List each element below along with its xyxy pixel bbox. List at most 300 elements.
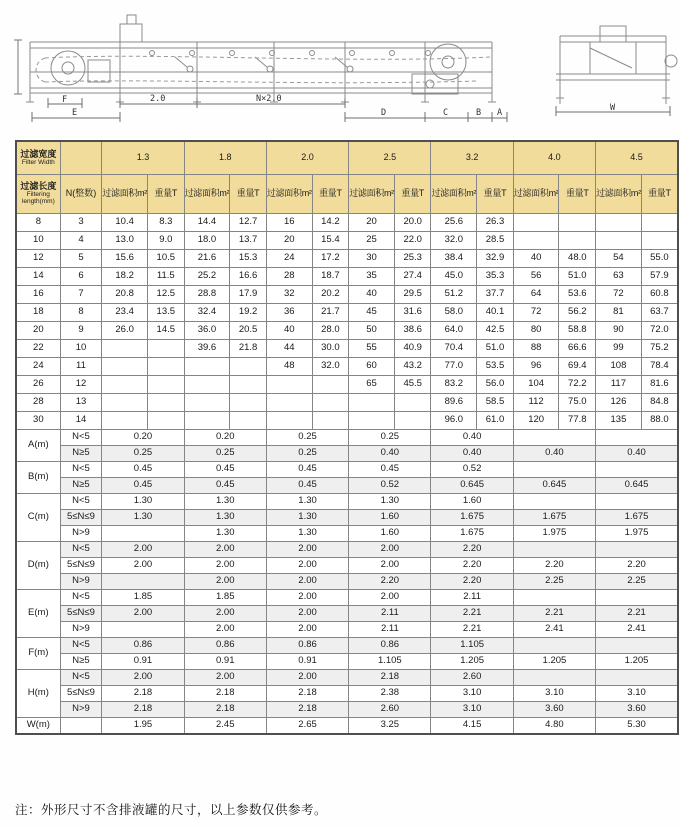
footnote: 注：外形尺寸不含排液罐的尺寸，以上参数仅供参考。 xyxy=(15,803,328,817)
dim-value: 1.975 xyxy=(513,526,595,542)
dim-value xyxy=(596,638,678,654)
weight-cell: 58.8 xyxy=(559,322,596,340)
area-cell: 25.6 xyxy=(431,214,477,232)
area-cell: 15.6 xyxy=(102,250,148,268)
area-cell: 99 xyxy=(596,340,642,358)
dim-value: 1.85 xyxy=(102,590,184,606)
dim-value: 2.00 xyxy=(266,558,348,574)
dim-label-a: A xyxy=(497,108,503,118)
weight-cell: 72.0 xyxy=(641,322,678,340)
area-cell xyxy=(102,376,148,394)
dim-value: 2.18 xyxy=(102,702,184,718)
area-cell: 55 xyxy=(349,340,395,358)
area-cell xyxy=(349,412,395,430)
weight-cell xyxy=(394,394,431,412)
dim-value: 2.00 xyxy=(266,542,348,558)
length-cell: 18 xyxy=(16,304,60,322)
weight-cell: 51.0 xyxy=(477,340,514,358)
weight-cell: 12.5 xyxy=(148,286,185,304)
dim-value: 2.00 xyxy=(184,574,266,590)
dim-value: 1.205 xyxy=(431,654,513,670)
dim-value: 1.30 xyxy=(184,526,266,542)
area-cell: 36 xyxy=(266,304,312,322)
dim-value: 2.00 xyxy=(102,558,184,574)
dim-value: 3.60 xyxy=(596,702,678,718)
n-cell: 7 xyxy=(60,286,102,304)
dim-value: 1.30 xyxy=(184,510,266,526)
length-cell: 16 xyxy=(16,286,60,304)
area-cell: 10.4 xyxy=(102,214,148,232)
dim-value: 2.00 xyxy=(184,606,266,622)
area-cell: 126 xyxy=(596,394,642,412)
dim-label: A(m) xyxy=(16,430,60,462)
weight-cell: 40.1 xyxy=(477,304,514,322)
length-cell: 26 xyxy=(16,376,60,394)
area-cell: 108 xyxy=(596,358,642,376)
dim-value: 2.00 xyxy=(266,606,348,622)
n-cell: 5 xyxy=(60,250,102,268)
dim-value: 2.11 xyxy=(431,590,513,606)
dim-value: 2.11 xyxy=(349,606,431,622)
dim-value: 0.20 xyxy=(102,430,184,446)
area-cell: 89.6 xyxy=(431,394,477,412)
area-cell: 80 xyxy=(513,322,559,340)
weight-cell: 32.0 xyxy=(312,358,349,376)
dim-value: 2.00 xyxy=(266,574,348,590)
weight-cell: 66.6 xyxy=(559,340,596,358)
weight-cell: 53.5 xyxy=(477,358,514,376)
area-cell xyxy=(102,412,148,430)
weight-cell: 25.3 xyxy=(394,250,431,268)
dim-value: 0.25 xyxy=(184,446,266,462)
dim-value xyxy=(513,462,595,478)
area-cell: 117 xyxy=(596,376,642,394)
filter-width-label: 过滤宽度 xyxy=(20,148,57,159)
dim-value xyxy=(513,590,595,606)
weight-cell: 18.7 xyxy=(312,268,349,286)
dim-label: B(m) xyxy=(16,462,60,494)
length-cell: 8 xyxy=(16,214,60,232)
dim-value: 2.20 xyxy=(431,574,513,590)
weight-cell: 58.5 xyxy=(477,394,514,412)
spec-table xyxy=(15,140,679,735)
dim-value: 2.21 xyxy=(431,606,513,622)
weight-cell: 57.9 xyxy=(641,268,678,286)
area-header: 过滤面积m² xyxy=(431,175,477,214)
area-cell: 20.8 xyxy=(102,286,148,304)
area-cell xyxy=(184,358,230,376)
weight-cell: 20.2 xyxy=(312,286,349,304)
dim-value: 2.11 xyxy=(349,622,431,638)
dim-value: 2.20 xyxy=(349,574,431,590)
weight-cell: 43.2 xyxy=(394,358,431,376)
weight-cell: 42.5 xyxy=(477,322,514,340)
weight-cell: 21.8 xyxy=(230,340,267,358)
dim-value xyxy=(596,462,678,478)
area-cell: 16 xyxy=(266,214,312,232)
condition-cell: 5≤N≤9 xyxy=(60,510,102,526)
weight-cell: 15.4 xyxy=(312,232,349,250)
dim-value: 2.25 xyxy=(513,574,595,590)
weight-cell xyxy=(641,232,678,250)
area-cell: 60 xyxy=(349,358,395,376)
condition-cell xyxy=(60,718,102,735)
dim-value: 2.18 xyxy=(184,702,266,718)
dim-label-f: F xyxy=(62,95,68,105)
length-label: 过滤长度 xyxy=(20,181,57,192)
weight-cell: 9.0 xyxy=(148,232,185,250)
area-cell: 28 xyxy=(266,268,312,286)
dim-value: 0.40 xyxy=(596,446,678,462)
dim-value: 0.40 xyxy=(431,430,513,446)
area-cell xyxy=(102,394,148,412)
length-cell: 28 xyxy=(16,394,60,412)
condition-cell: N<5 xyxy=(60,670,102,686)
dim-label: F(m) xyxy=(16,638,60,670)
area-header: 过滤面积m² xyxy=(266,175,312,214)
dim-value: 2.00 xyxy=(184,670,266,686)
dim-value: 1.105 xyxy=(349,654,431,670)
area-cell: 32 xyxy=(266,286,312,304)
weight-cell xyxy=(230,376,267,394)
area-cell: 25 xyxy=(349,232,395,250)
weight-cell: 31.6 xyxy=(394,304,431,322)
n-cell: 4 xyxy=(60,232,102,250)
weight-cell: 22.0 xyxy=(394,232,431,250)
area-cell: 20 xyxy=(266,232,312,250)
dim-value xyxy=(596,670,678,686)
weight-cell: 13.5 xyxy=(148,304,185,322)
weight-cell: 16.6 xyxy=(230,268,267,286)
dim-value xyxy=(513,670,595,686)
dim-value: 2.60 xyxy=(431,670,513,686)
area-cell: 63 xyxy=(596,268,642,286)
condition-cell: N<5 xyxy=(60,638,102,654)
dim-value: 0.86 xyxy=(184,638,266,654)
dim-value: 4.15 xyxy=(431,718,513,735)
dim-value: 2.00 xyxy=(266,590,348,606)
area-cell: 40 xyxy=(266,322,312,340)
dim-value: 0.52 xyxy=(431,462,513,478)
weight-cell xyxy=(641,214,678,232)
dim-value: 1.205 xyxy=(596,654,678,670)
dim-value: 1.105 xyxy=(431,638,513,654)
n-cell: 3 xyxy=(60,214,102,232)
n-cell: 14 xyxy=(60,412,102,430)
dim-label-2.0: 2.0 xyxy=(150,94,166,104)
dim-value xyxy=(596,430,678,446)
dim-value: 1.975 xyxy=(596,526,678,542)
weight-cell: 13.7 xyxy=(230,232,267,250)
dim-value: 2.60 xyxy=(349,702,431,718)
dim-value: 2.18 xyxy=(349,670,431,686)
weight-cell: 26.3 xyxy=(477,214,514,232)
area-cell xyxy=(349,394,395,412)
dim-value: 1.30 xyxy=(102,510,184,526)
dim-value: 0.86 xyxy=(102,638,184,654)
area-header: 过滤面积m² xyxy=(349,175,395,214)
weight-cell xyxy=(559,214,596,232)
dim-value: 2.18 xyxy=(266,702,348,718)
dim-value: 2.00 xyxy=(184,558,266,574)
dim-value: 2.21 xyxy=(431,622,513,638)
area-cell: 26.0 xyxy=(102,322,148,340)
dim-value: 2.38 xyxy=(349,686,431,702)
dim-value: 2.20 xyxy=(513,558,595,574)
weight-header: 重量T xyxy=(148,175,185,214)
area-cell: 45.0 xyxy=(431,268,477,286)
length-cell: 14 xyxy=(16,268,60,286)
area-cell xyxy=(184,376,230,394)
dim-value: 2.25 xyxy=(596,574,678,590)
n-cell: 9 xyxy=(60,322,102,340)
weight-cell: 20.5 xyxy=(230,322,267,340)
dim-value: 2.00 xyxy=(266,670,348,686)
condition-cell: N<5 xyxy=(60,542,102,558)
dim-value xyxy=(596,590,678,606)
condition-cell: N>9 xyxy=(60,574,102,590)
weight-cell: 32.9 xyxy=(477,250,514,268)
weight-cell: 88.0 xyxy=(641,412,678,430)
dim-value: 1.30 xyxy=(266,526,348,542)
weight-cell xyxy=(394,412,431,430)
dim-value: 2.65 xyxy=(266,718,348,735)
dim-value: 0.45 xyxy=(184,462,266,478)
weight-cell: 21.7 xyxy=(312,304,349,322)
dim-value xyxy=(513,638,595,654)
area-cell: 50 xyxy=(349,322,395,340)
dim-value: 0.645 xyxy=(431,478,513,494)
dim-value xyxy=(513,494,595,510)
dim-value: 2.00 xyxy=(349,542,431,558)
weight-cell xyxy=(312,376,349,394)
dim-value: 0.20 xyxy=(184,430,266,446)
area-cell: 48 xyxy=(266,358,312,376)
weight-cell: 28.0 xyxy=(312,322,349,340)
area-cell xyxy=(513,232,559,250)
weight-cell: 78.4 xyxy=(641,358,678,376)
dim-value: 2.18 xyxy=(266,686,348,702)
length-cell: 30 xyxy=(16,412,60,430)
area-cell: 44 xyxy=(266,340,312,358)
dim-value: 0.91 xyxy=(102,654,184,670)
area-cell xyxy=(266,376,312,394)
dim-value: 3.10 xyxy=(596,686,678,702)
area-cell: 64.0 xyxy=(431,322,477,340)
weight-cell: 63.7 xyxy=(641,304,678,322)
condition-cell: 5≤N≤9 xyxy=(60,686,102,702)
n-cell: 12 xyxy=(60,376,102,394)
dim-value: 1.675 xyxy=(596,510,678,526)
condition-cell: N>9 xyxy=(60,702,102,718)
dim-value: 2.21 xyxy=(596,606,678,622)
dim-value: 3.60 xyxy=(513,702,595,718)
weight-cell: 56.0 xyxy=(477,376,514,394)
condition-cell: N≥5 xyxy=(60,654,102,670)
dim-value: 2.00 xyxy=(102,542,184,558)
weight-cell: 53.6 xyxy=(559,286,596,304)
width-header: 2.0 xyxy=(266,141,348,175)
area-cell: 36.0 xyxy=(184,322,230,340)
dim-value: 0.645 xyxy=(513,478,595,494)
dim-value: 0.40 xyxy=(349,446,431,462)
weight-cell: 30.0 xyxy=(312,340,349,358)
dim-value: 0.25 xyxy=(349,430,431,446)
weight-header: 重量T xyxy=(394,175,431,214)
n-cell: 6 xyxy=(60,268,102,286)
area-cell: 96 xyxy=(513,358,559,376)
dim-value: 1.30 xyxy=(184,494,266,510)
area-cell: 21.6 xyxy=(184,250,230,268)
dim-value: 0.45 xyxy=(102,478,184,494)
length-sub1: Filtering xyxy=(26,191,50,199)
n-cell: 13 xyxy=(60,394,102,412)
dim-value xyxy=(102,622,184,638)
weight-cell: 75.0 xyxy=(559,394,596,412)
weight-cell: 48.0 xyxy=(559,250,596,268)
dim-value: 3.10 xyxy=(513,686,595,702)
dim-value xyxy=(102,526,184,542)
weight-cell: 45.5 xyxy=(394,376,431,394)
dim-value: 2.45 xyxy=(184,718,266,735)
weight-cell: 29.5 xyxy=(394,286,431,304)
dim-value: 2.00 xyxy=(184,542,266,558)
area-cell: 65 xyxy=(349,376,395,394)
weight-cell: 27.4 xyxy=(394,268,431,286)
area-cell xyxy=(184,412,230,430)
dim-value: 2.00 xyxy=(349,590,431,606)
dim-label: H(m) xyxy=(16,670,60,718)
length-cell: 24 xyxy=(16,358,60,376)
area-cell xyxy=(102,358,148,376)
length-cell: 22 xyxy=(16,340,60,358)
area-cell: 96.0 xyxy=(431,412,477,430)
dim-value: 2.00 xyxy=(266,622,348,638)
dim-label-c: C xyxy=(443,108,449,118)
dim-value: 1.205 xyxy=(513,654,595,670)
dim-label: E(m) xyxy=(16,590,60,638)
weight-cell: 56.2 xyxy=(559,304,596,322)
area-cell: 28.8 xyxy=(184,286,230,304)
dim-value: 2.18 xyxy=(102,686,184,702)
dim-value: 0.86 xyxy=(266,638,348,654)
area-cell: 13.0 xyxy=(102,232,148,250)
area-header: 过滤面积m² xyxy=(102,175,148,214)
weight-cell: 28.5 xyxy=(477,232,514,250)
weight-cell: 15.3 xyxy=(230,250,267,268)
dim-value: 1.85 xyxy=(184,590,266,606)
area-cell xyxy=(513,214,559,232)
area-cell: 32.4 xyxy=(184,304,230,322)
dim-value: 1.30 xyxy=(102,494,184,510)
weight-cell: 84.8 xyxy=(641,394,678,412)
dim-label-nx2.0: N×2.0 xyxy=(256,94,282,104)
area-cell xyxy=(266,394,312,412)
dim-label: D(m) xyxy=(16,542,60,590)
weight-cell xyxy=(148,358,185,376)
dim-value: 0.45 xyxy=(349,462,431,478)
condition-cell: N≥5 xyxy=(60,446,102,462)
dim-label-d: D xyxy=(381,108,387,118)
dim-value: 0.45 xyxy=(102,462,184,478)
area-cell: 39.6 xyxy=(184,340,230,358)
weight-cell xyxy=(312,394,349,412)
filter-width-header xyxy=(16,141,60,175)
width-header: 4.0 xyxy=(513,141,595,175)
n-cell: 10 xyxy=(60,340,102,358)
dim-value xyxy=(102,574,184,590)
dim-value: 0.86 xyxy=(349,638,431,654)
dim-value: 3.10 xyxy=(431,686,513,702)
length-header xyxy=(16,175,60,214)
dim-value: 1.675 xyxy=(431,510,513,526)
end-view xyxy=(556,26,677,104)
dim-value: 0.91 xyxy=(266,654,348,670)
weight-cell xyxy=(148,376,185,394)
dim-value: 2.00 xyxy=(102,670,184,686)
area-cell: 77.0 xyxy=(431,358,477,376)
weight-cell: 12.7 xyxy=(230,214,267,232)
weight-cell: 77.8 xyxy=(559,412,596,430)
area-cell: 56 xyxy=(513,268,559,286)
dim-label: W(m) xyxy=(16,718,60,735)
weight-header: 重量T xyxy=(230,175,267,214)
area-cell: 81 xyxy=(596,304,642,322)
weight-cell: 10.5 xyxy=(148,250,185,268)
dim-value: 2.41 xyxy=(596,622,678,638)
weight-cell: 19.2 xyxy=(230,304,267,322)
width-header: 3.2 xyxy=(431,141,513,175)
weight-cell xyxy=(148,340,185,358)
area-cell: 30 xyxy=(349,250,395,268)
weight-cell: 8.3 xyxy=(148,214,185,232)
area-cell: 40 xyxy=(349,286,395,304)
area-cell: 88 xyxy=(513,340,559,358)
dim-value: 0.91 xyxy=(184,654,266,670)
dim-value xyxy=(596,542,678,558)
weight-cell xyxy=(230,412,267,430)
weight-cell: 38.6 xyxy=(394,322,431,340)
weight-cell: 17.9 xyxy=(230,286,267,304)
weight-cell: 69.4 xyxy=(559,358,596,376)
area-cell: 54 xyxy=(596,250,642,268)
dim-label-b: B xyxy=(476,108,482,118)
area-cell: 18.2 xyxy=(102,268,148,286)
weight-cell xyxy=(230,358,267,376)
area-header: 过滤面积m² xyxy=(596,175,642,214)
dim-value: 1.60 xyxy=(431,494,513,510)
condition-cell: 5≤N≤9 xyxy=(60,558,102,574)
weight-cell: 17.2 xyxy=(312,250,349,268)
dim-value: 4.80 xyxy=(513,718,595,735)
area-cell xyxy=(266,412,312,430)
dim-value: 0.52 xyxy=(349,478,431,494)
dim-value: 3.10 xyxy=(431,702,513,718)
dim-value: 2.00 xyxy=(102,606,184,622)
area-cell: 90 xyxy=(596,322,642,340)
width-header: 2.5 xyxy=(349,141,431,175)
dim-value: 1.675 xyxy=(513,510,595,526)
weight-cell xyxy=(312,412,349,430)
weight-cell xyxy=(230,394,267,412)
weight-cell: 20.0 xyxy=(394,214,431,232)
dim-value xyxy=(513,430,595,446)
weight-cell: 60.8 xyxy=(641,286,678,304)
dim-label-w: W xyxy=(610,103,616,113)
n-header: N(整数) xyxy=(60,175,102,214)
dim-value: 2.41 xyxy=(513,622,595,638)
dim-value: 0.645 xyxy=(596,478,678,494)
